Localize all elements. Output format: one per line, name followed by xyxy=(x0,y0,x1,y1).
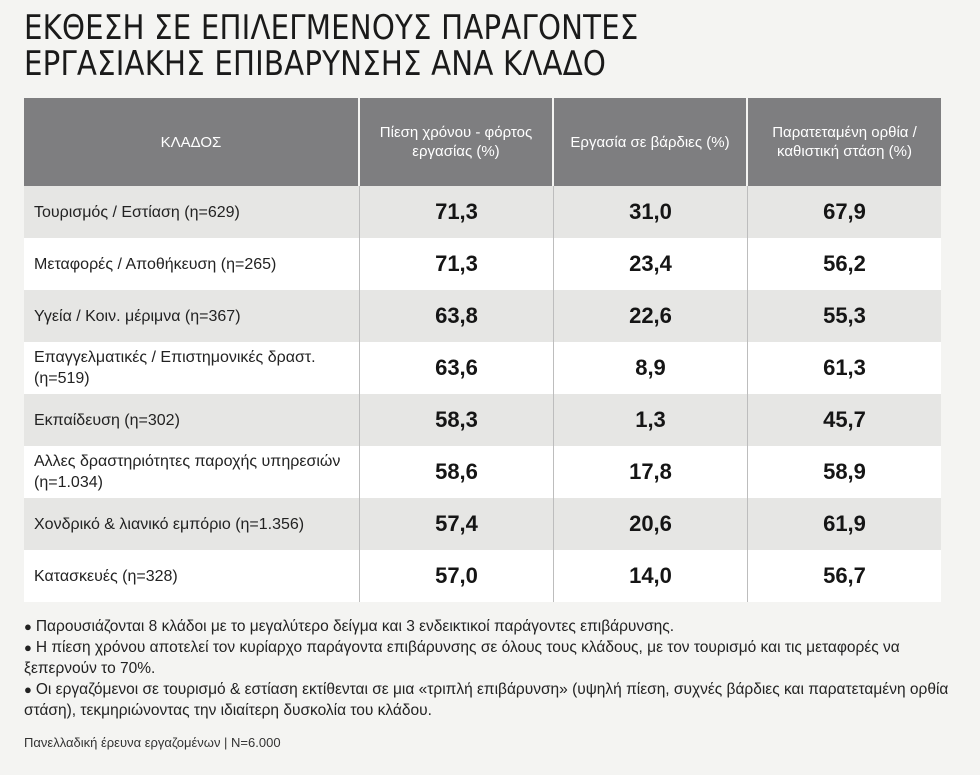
chart-title xyxy=(24,10,832,82)
sector-cell: Υγεία / Κοιν. μέριμνα (η=367) xyxy=(24,290,360,342)
prolonged-posture-value: 56,7 xyxy=(823,563,866,588)
table-row xyxy=(24,342,941,394)
header-time-pressure: Πίεση χρόνου - φόρτος εργασίας (%) xyxy=(360,98,554,186)
bullet-icon: ● xyxy=(24,640,32,655)
table-row xyxy=(24,238,941,290)
sector-cell: Τουρισμός / Εστίαση (η=629) xyxy=(24,186,360,238)
shift-work-value: 22,6 xyxy=(554,290,748,342)
sector-cell: Αλλες δραστηριότητες παροχής υπηρεσιών (η=1.034) xyxy=(24,446,360,498)
note-text: Παρουσιάζονται 8 κλάδοι με το μεγαλύτερο δείγμα και 3 ενδεικτικοί παράγοντες επιβάρυνσης. xyxy=(35,618,675,635)
sector-cell: Εκπαίδευση (η=302) xyxy=(24,394,360,446)
note-text: Η πίεση χρόνου αποτελεί τον κυρίαρχο παράγοντα επιβάρυνσης σε όλους τους κλάδους, με τον τουρισμό και τις μεταφορές να ξεπερνούν το 70%. xyxy=(24,639,900,677)
note-1 xyxy=(24,616,954,637)
bullet-icon: ● xyxy=(24,619,32,634)
sector-cell: Χονδρικό & λιανικό εμπόριο (η=1.356) xyxy=(24,498,360,550)
title-line-1: ΕΚΘΕΣΗ ΣΕ ΕΠΙΛΕΓΜΕΝΟΥΣ ΠΑΡΑΓΟΝΤΕΣ xyxy=(24,8,639,48)
table-row xyxy=(24,550,941,602)
shift-work-value: 31,0 xyxy=(554,186,748,238)
time-pressure-value: 71,3 xyxy=(360,238,554,290)
shift-work-value: 8,9 xyxy=(554,342,748,394)
time-pressure-value: 57,4 xyxy=(360,498,554,550)
prolonged-posture-value: 56,2 xyxy=(823,251,866,276)
shift-work-value: 20,6 xyxy=(554,498,748,550)
source-note: Πανελλαδική έρευνα εργαζομένων | N=6.000 xyxy=(24,735,281,750)
note-2 xyxy=(24,637,954,679)
sector-cell: Επαγγελματικές / Επιστημονικές δραστ. (η=519) xyxy=(24,342,360,394)
note-3 xyxy=(24,679,954,721)
sector-cell: Μεταφορές / Αποθήκευση (η=265) xyxy=(24,238,360,290)
shift-work-value: 23,4 xyxy=(554,238,748,290)
time-pressure-value: 63,6 xyxy=(360,342,554,394)
time-pressure-value: 58,3 xyxy=(360,394,554,446)
shift-work-value: 1,3 xyxy=(554,394,748,446)
table-row xyxy=(24,446,941,498)
table-row xyxy=(24,290,941,342)
prolonged-posture-value: 61,3 xyxy=(823,355,866,380)
table-row xyxy=(24,498,941,550)
bullet-icon: ● xyxy=(24,682,32,697)
sector-cell: Κατασκευές (η=328) xyxy=(24,550,360,602)
prolonged-posture-value: 61,9 xyxy=(823,511,866,536)
prolonged-posture-value: 45,7 xyxy=(823,407,866,432)
table-row xyxy=(24,394,941,446)
shift-work-value: 14,0 xyxy=(554,550,748,602)
table-header xyxy=(24,98,941,186)
table-row xyxy=(24,186,941,238)
time-pressure-value: 58,6 xyxy=(360,446,554,498)
header-shift-work: Εργασία σε βάρδιες (%) xyxy=(554,98,748,186)
header-sector: ΚΛΑΔΟΣ xyxy=(24,98,360,186)
prolonged-posture-value: 67,9 xyxy=(823,199,866,224)
header-prolonged-posture: Παρατεταμένη ορθία / καθιστική στάση (%) xyxy=(748,98,941,186)
time-pressure-value: 71,3 xyxy=(360,186,554,238)
notes xyxy=(24,616,954,721)
shift-work-value: 17,8 xyxy=(554,446,748,498)
prolonged-posture-value: 55,3 xyxy=(823,303,866,328)
data-table xyxy=(24,98,941,602)
table-body xyxy=(24,186,941,602)
title-line-2: ΕΡΓΑΣΙΑΚΗΣ ΕΠΙΒΑΡΥΝΣΗΣ ΑΝΑ ΚΛΑΔΟ xyxy=(24,44,607,84)
prolonged-posture-value: 58,9 xyxy=(823,459,866,484)
time-pressure-value: 63,8 xyxy=(360,290,554,342)
note-text: Οι εργαζόμενοι σε τουρισμό & εστίαση εκτίθενται σε μια «τριπλή επιβάρυνση» (υψηλή πίεση, συχνές βάρδιες και παρατεταμένη ορθία στάση), τεκμηριώνοντας την ιδιαίτερη δυσκολία του κλάδου. xyxy=(24,681,949,719)
time-pressure-value: 57,0 xyxy=(360,550,554,602)
